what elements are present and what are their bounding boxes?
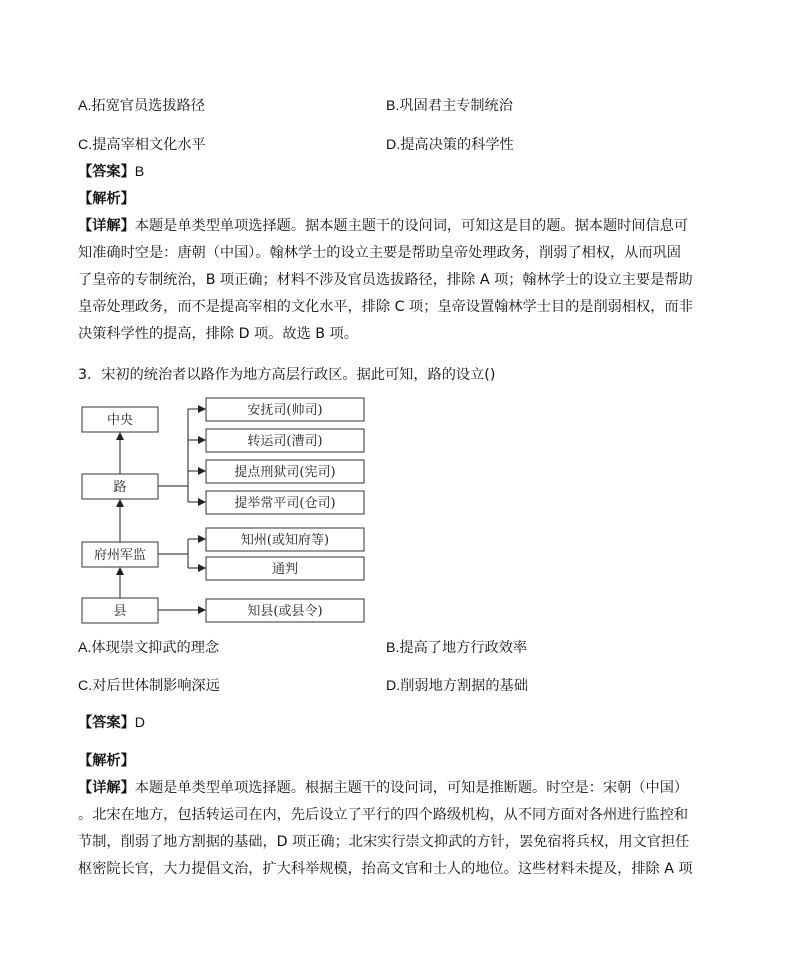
q3-detail-line-2: 。北宋在地方，包括转运司在内，先后设立了平行的四个路级机构，从不同方面对各州进行监控和 <box>78 807 689 823</box>
q2-detail-line-5: 决策科学性的提高，排除 D 项。故选 B 项。 <box>78 326 358 342</box>
label-zhuanyunsi: 转运司(漕司) <box>247 434 323 449</box>
song-admin-diagram <box>76 394 372 626</box>
q3-option-a[interactable]: A.体现崇文抑武的理念 <box>78 640 220 656</box>
q2-answer: 【答案】B <box>78 164 145 180</box>
q2-detail-line-1: 【详解】本题是单类型单项选择题。据本题主题干的设问词，可知这是目的题。据本题时间信息可 <box>78 218 689 234</box>
label-tijuchangpingsi: 提举常平司(仓司) <box>234 496 336 511</box>
q2-option-d[interactable]: D.提高决策的科学性 <box>386 137 514 153</box>
label-xian: 县 <box>113 604 127 619</box>
q3-option-b[interactable]: B.提高了地方行政效率 <box>386 640 528 656</box>
label-lu: 路 <box>113 480 127 495</box>
q2-option-b[interactable]: B.巩固君主专制统治 <box>386 98 513 114</box>
label-zhixian: 知县(或县令) <box>247 604 323 619</box>
label-center: 中央 <box>106 413 134 428</box>
q2-option-a[interactable]: A.拓宽官员选拔路径 <box>78 98 205 114</box>
q3-stem: 3．宋初的统治者以路作为地方高层行政区。据此可知，路的设立() <box>78 367 496 383</box>
q2-detail-line-2: 知准确时空是：唐朝（中国）。翰林学士的设立主要是帮助皇帝处理政务，削弱了相权，从而巩固 <box>78 245 681 261</box>
q2-analysis-heading: 【解析】 <box>78 191 135 207</box>
q3-option-c[interactable]: C.对后世体制影响深远 <box>78 678 220 694</box>
label-anfusi: 安抚司(帅司) <box>247 403 323 418</box>
label-tongpan: 通判 <box>271 562 299 577</box>
q3-option-d[interactable]: D.削弱地方割据的基础 <box>386 678 528 694</box>
label-zhizhou: 知州(或知府等) <box>240 533 330 548</box>
q3-detail-line-1: 【详解】本题是单类型单项选择题。根据主题干的设问词，可知是推断题。时空是：宋朝（中国） <box>78 780 689 796</box>
q3-detail-line-3: 节制，削弱了地方割据的基础，D 项正确；北宋实行崇文抑武的方针，罢免宿将兵权，用文官担任 <box>78 834 690 850</box>
label-fuzhou: 府州军监 <box>93 548 147 563</box>
label-tidianxingyusi: 提点刑狱司(宪司) <box>234 465 336 480</box>
q3-analysis-heading: 【解析】 <box>78 753 135 769</box>
q3-answer: 【答案】D <box>78 715 146 731</box>
q2-detail-line-3: 了皇帝的专制统治，B 项正确；材料不涉及官员选拔路径，排除 A 项；翰林学士的设立主要是帮助 <box>78 272 693 288</box>
q2-detail-line-4: 皇帝处理政务，而不是提高宰相的文化水平，排除 C 项；皇帝设置翰林学士目的是削弱相权，而非 <box>78 299 693 315</box>
q2-option-c[interactable]: C.提高宰相文化水平 <box>78 137 206 153</box>
q3-detail-line-4: 枢密院长官，大力提倡文治，扩大科举规模，抬高文官和士人的地位。这些材料未提及，排除 A 项 <box>78 861 693 877</box>
